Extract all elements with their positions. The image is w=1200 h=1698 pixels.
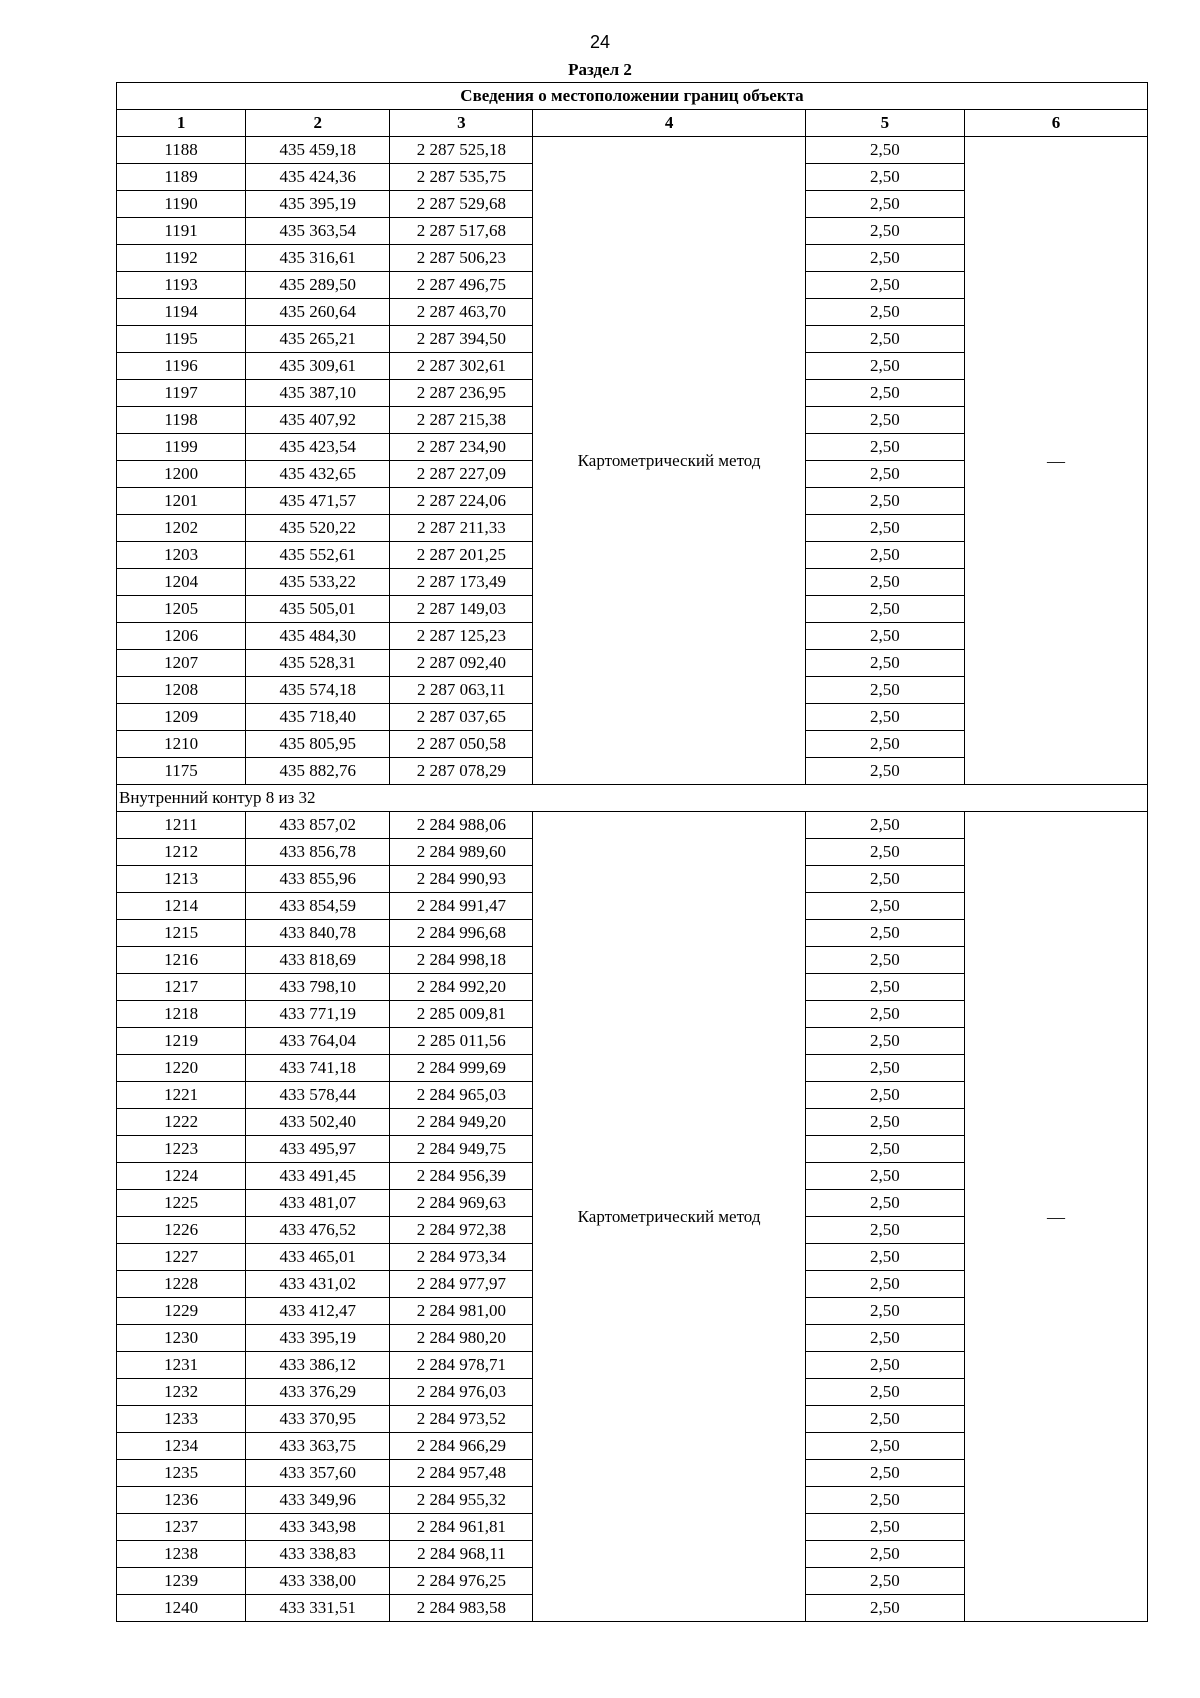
point-number-cell: 1240 <box>117 1595 246 1622</box>
point-number-cell: 1217 <box>117 974 246 1001</box>
x-coordinate-cell: 433 491,45 <box>246 1163 390 1190</box>
accuracy-cell: 2,50 <box>805 812 964 839</box>
x-coordinate-cell: 435 395,19 <box>246 191 390 218</box>
column-header: 2 <box>246 110 390 137</box>
column-6-cell: — <box>964 812 1147 1622</box>
y-coordinate-cell: 2 287 234,90 <box>390 434 533 461</box>
method-cell: Картометрический метод <box>533 137 805 785</box>
y-coordinate-cell: 2 287 037,65 <box>390 704 533 731</box>
y-coordinate-cell: 2 287 535,75 <box>390 164 533 191</box>
accuracy-cell: 2,50 <box>805 191 964 218</box>
accuracy-cell: 2,50 <box>805 542 964 569</box>
section-title: Раздел 2 <box>568 60 632 79</box>
accuracy-cell: 2,50 <box>805 1244 964 1271</box>
x-coordinate-cell: 433 764,04 <box>246 1028 390 1055</box>
point-number-cell: 1226 <box>117 1217 246 1244</box>
accuracy-cell: 2,50 <box>805 272 964 299</box>
accuracy-cell: 2,50 <box>805 1352 964 1379</box>
x-coordinate-cell: 433 386,12 <box>246 1352 390 1379</box>
y-coordinate-cell: 2 287 078,29 <box>390 758 533 785</box>
accuracy-cell: 2,50 <box>805 1028 964 1055</box>
y-coordinate-cell: 2 287 173,49 <box>390 569 533 596</box>
x-coordinate-cell: 433 465,01 <box>246 1244 390 1271</box>
column-header: 6 <box>964 110 1147 137</box>
accuracy-cell: 2,50 <box>805 947 964 974</box>
x-coordinate-cell: 433 431,02 <box>246 1271 390 1298</box>
point-number-cell: 1230 <box>117 1325 246 1352</box>
accuracy-cell: 2,50 <box>805 164 964 191</box>
accuracy-cell: 2,50 <box>805 137 964 164</box>
column-header-row <box>117 110 1148 137</box>
point-number-cell: 1208 <box>117 677 246 704</box>
accuracy-cell: 2,50 <box>805 1487 964 1514</box>
accuracy-cell: 2,50 <box>805 731 964 758</box>
accuracy-cell: 2,50 <box>805 920 964 947</box>
accuracy-cell: 2,50 <box>805 434 964 461</box>
accuracy-cell: 2,50 <box>805 1433 964 1460</box>
accuracy-cell: 2,50 <box>805 1271 964 1298</box>
point-number-cell: 1199 <box>117 434 246 461</box>
accuracy-cell: 2,50 <box>805 839 964 866</box>
y-coordinate-cell: 2 287 394,50 <box>390 326 533 353</box>
accuracy-cell: 2,50 <box>805 1298 964 1325</box>
y-coordinate-cell: 2 284 949,20 <box>390 1109 533 1136</box>
point-number-cell: 1203 <box>117 542 246 569</box>
y-coordinate-cell: 2 284 976,03 <box>390 1379 533 1406</box>
point-number-cell: 1224 <box>117 1163 246 1190</box>
y-coordinate-cell: 2 284 957,48 <box>390 1460 533 1487</box>
point-number-cell: 1238 <box>117 1541 246 1568</box>
point-number-cell: 1235 <box>117 1460 246 1487</box>
point-number-cell: 1198 <box>117 407 246 434</box>
x-coordinate-cell: 435 805,95 <box>246 731 390 758</box>
point-number-cell: 1213 <box>117 866 246 893</box>
x-coordinate-cell: 433 357,60 <box>246 1460 390 1487</box>
point-number-cell: 1222 <box>117 1109 246 1136</box>
y-coordinate-cell: 2 284 998,18 <box>390 947 533 974</box>
point-number-cell: 1188 <box>117 137 246 164</box>
y-coordinate-cell: 2 285 011,56 <box>390 1028 533 1055</box>
accuracy-cell: 2,50 <box>805 1109 964 1136</box>
accuracy-cell: 2,50 <box>805 1136 964 1163</box>
table-caption: Сведения о местоположении границ объекта <box>117 83 1148 110</box>
x-coordinate-cell: 435 265,21 <box>246 326 390 353</box>
accuracy-cell: 2,50 <box>805 1082 964 1109</box>
boundary-table <box>116 82 1148 1622</box>
x-coordinate-cell: 433 338,00 <box>246 1568 390 1595</box>
point-number-cell: 1221 <box>117 1082 246 1109</box>
x-coordinate-cell: 435 520,22 <box>246 515 390 542</box>
x-coordinate-cell: 433 331,51 <box>246 1595 390 1622</box>
accuracy-cell: 2,50 <box>805 893 964 920</box>
y-coordinate-cell: 2 284 966,29 <box>390 1433 533 1460</box>
accuracy-cell: 2,50 <box>805 353 964 380</box>
y-coordinate-cell: 2 287 517,68 <box>390 218 533 245</box>
y-coordinate-cell: 2 287 211,33 <box>390 515 533 542</box>
x-coordinate-cell: 435 316,61 <box>246 245 390 272</box>
point-number-cell: 1195 <box>117 326 246 353</box>
accuracy-cell: 2,50 <box>805 569 964 596</box>
point-number-cell: 1231 <box>117 1352 246 1379</box>
y-coordinate-cell: 2 285 009,81 <box>390 1001 533 1028</box>
y-coordinate-cell: 2 284 999,69 <box>390 1055 533 1082</box>
accuracy-cell: 2,50 <box>805 1595 964 1622</box>
x-coordinate-cell: 435 309,61 <box>246 353 390 380</box>
x-coordinate-cell: 435 424,36 <box>246 164 390 191</box>
accuracy-cell: 2,50 <box>805 380 964 407</box>
x-coordinate-cell: 433 412,47 <box>246 1298 390 1325</box>
point-number-cell: 1225 <box>117 1190 246 1217</box>
x-coordinate-cell: 435 459,18 <box>246 137 390 164</box>
y-coordinate-cell: 2 284 973,52 <box>390 1406 533 1433</box>
y-coordinate-cell: 2 284 989,60 <box>390 839 533 866</box>
accuracy-cell: 2,50 <box>805 1568 964 1595</box>
y-coordinate-cell: 2 284 977,97 <box>390 1271 533 1298</box>
point-number-cell: 1234 <box>117 1433 246 1460</box>
accuracy-cell: 2,50 <box>805 1055 964 1082</box>
point-number-cell: 1219 <box>117 1028 246 1055</box>
point-number-cell: 1205 <box>117 596 246 623</box>
y-coordinate-cell: 2 287 125,23 <box>390 623 533 650</box>
point-number-cell: 1206 <box>117 623 246 650</box>
accuracy-cell: 2,50 <box>805 974 964 1001</box>
x-coordinate-cell: 435 882,76 <box>246 758 390 785</box>
point-number-cell: 1214 <box>117 893 246 920</box>
x-coordinate-cell: 433 741,18 <box>246 1055 390 1082</box>
point-number-cell: 1201 <box>117 488 246 515</box>
page-number: 24 <box>589 32 611 52</box>
contour-label-row <box>117 785 1148 812</box>
y-coordinate-cell: 2 284 983,58 <box>390 1595 533 1622</box>
y-coordinate-cell: 2 287 092,40 <box>390 650 533 677</box>
column-6-cell: — <box>964 137 1147 785</box>
accuracy-cell: 2,50 <box>805 299 964 326</box>
accuracy-cell: 2,50 <box>805 1217 964 1244</box>
y-coordinate-cell: 2 284 969,63 <box>390 1190 533 1217</box>
x-coordinate-cell: 433 370,95 <box>246 1406 390 1433</box>
accuracy-cell: 2,50 <box>805 1163 964 1190</box>
y-coordinate-cell: 2 284 968,11 <box>390 1541 533 1568</box>
y-coordinate-cell: 2 287 496,75 <box>390 272 533 299</box>
point-number-cell: 1216 <box>117 947 246 974</box>
y-coordinate-cell: 2 284 965,03 <box>390 1082 533 1109</box>
y-coordinate-cell: 2 284 990,93 <box>390 866 533 893</box>
accuracy-cell: 2,50 <box>805 515 964 542</box>
point-number-cell: 1191 <box>117 218 246 245</box>
x-coordinate-cell: 433 476,52 <box>246 1217 390 1244</box>
y-coordinate-cell: 2 287 201,25 <box>390 542 533 569</box>
table-body <box>117 137 1148 1622</box>
point-number-cell: 1236 <box>117 1487 246 1514</box>
point-number-cell: 1229 <box>117 1298 246 1325</box>
point-number-cell: 1210 <box>117 731 246 758</box>
x-coordinate-cell: 435 289,50 <box>246 272 390 299</box>
point-number-cell: 1237 <box>117 1514 246 1541</box>
x-coordinate-cell: 433 376,29 <box>246 1379 390 1406</box>
x-coordinate-cell: 435 718,40 <box>246 704 390 731</box>
column-header: 4 <box>533 110 805 137</box>
x-coordinate-cell: 433 855,96 <box>246 866 390 893</box>
y-coordinate-cell: 2 284 961,81 <box>390 1514 533 1541</box>
y-coordinate-cell: 2 287 236,95 <box>390 380 533 407</box>
x-coordinate-cell: 433 840,78 <box>246 920 390 947</box>
x-coordinate-cell: 435 574,18 <box>246 677 390 704</box>
accuracy-cell: 2,50 <box>805 218 964 245</box>
accuracy-cell: 2,50 <box>805 407 964 434</box>
accuracy-cell: 2,50 <box>805 488 964 515</box>
x-coordinate-cell: 435 423,54 <box>246 434 390 461</box>
accuracy-cell: 2,50 <box>805 1460 964 1487</box>
x-coordinate-cell: 433 502,40 <box>246 1109 390 1136</box>
y-coordinate-cell: 2 287 302,61 <box>390 353 533 380</box>
y-coordinate-cell: 2 284 996,68 <box>390 920 533 947</box>
point-number-cell: 1202 <box>117 515 246 542</box>
accuracy-cell: 2,50 <box>805 1325 964 1352</box>
point-number-cell: 1196 <box>117 353 246 380</box>
y-coordinate-cell: 2 287 525,18 <box>390 137 533 164</box>
y-coordinate-cell: 2 284 992,20 <box>390 974 533 1001</box>
table-row <box>117 812 1148 839</box>
method-cell: Картометрический метод <box>533 812 805 1622</box>
point-number-cell: 1189 <box>117 164 246 191</box>
point-number-cell: 1220 <box>117 1055 246 1082</box>
accuracy-cell: 2,50 <box>805 596 964 623</box>
accuracy-cell: 2,50 <box>805 245 964 272</box>
accuracy-cell: 2,50 <box>805 1514 964 1541</box>
x-coordinate-cell: 435 484,30 <box>246 623 390 650</box>
point-number-cell: 1239 <box>117 1568 246 1595</box>
x-coordinate-cell: 433 338,83 <box>246 1541 390 1568</box>
x-coordinate-cell: 433 495,97 <box>246 1136 390 1163</box>
x-coordinate-cell: 435 407,92 <box>246 407 390 434</box>
x-coordinate-cell: 435 363,54 <box>246 218 390 245</box>
table-row <box>117 137 1148 164</box>
point-number-cell: 1218 <box>117 1001 246 1028</box>
point-number-cell: 1175 <box>117 758 246 785</box>
accuracy-cell: 2,50 <box>805 1379 964 1406</box>
y-coordinate-cell: 2 287 050,58 <box>390 731 533 758</box>
accuracy-cell: 2,50 <box>805 326 964 353</box>
point-number-cell: 1207 <box>117 650 246 677</box>
accuracy-cell: 2,50 <box>805 758 964 785</box>
y-coordinate-cell: 2 284 991,47 <box>390 893 533 920</box>
point-number-cell: 1194 <box>117 299 246 326</box>
y-coordinate-cell: 2 287 224,06 <box>390 488 533 515</box>
y-coordinate-cell: 2 284 976,25 <box>390 1568 533 1595</box>
accuracy-cell: 2,50 <box>805 1001 964 1028</box>
column-header: 1 <box>117 110 246 137</box>
point-number-cell: 1200 <box>117 461 246 488</box>
x-coordinate-cell: 435 387,10 <box>246 380 390 407</box>
point-number-cell: 1223 <box>117 1136 246 1163</box>
point-number-cell: 1204 <box>117 569 246 596</box>
x-coordinate-cell: 433 343,98 <box>246 1514 390 1541</box>
y-coordinate-cell: 2 284 972,38 <box>390 1217 533 1244</box>
x-coordinate-cell: 435 505,01 <box>246 596 390 623</box>
y-coordinate-cell: 2 284 956,39 <box>390 1163 533 1190</box>
point-number-cell: 1197 <box>117 380 246 407</box>
x-coordinate-cell: 433 854,59 <box>246 893 390 920</box>
point-number-cell: 1215 <box>117 920 246 947</box>
y-coordinate-cell: 2 287 463,70 <box>390 299 533 326</box>
x-coordinate-cell: 433 395,19 <box>246 1325 390 1352</box>
y-coordinate-cell: 2 287 063,11 <box>390 677 533 704</box>
y-coordinate-cell: 2 287 215,38 <box>390 407 533 434</box>
x-coordinate-cell: 435 528,31 <box>246 650 390 677</box>
accuracy-cell: 2,50 <box>805 461 964 488</box>
point-number-cell: 1232 <box>117 1379 246 1406</box>
accuracy-cell: 2,50 <box>805 1541 964 1568</box>
x-coordinate-cell: 433 856,78 <box>246 839 390 866</box>
point-number-cell: 1193 <box>117 272 246 299</box>
point-number-cell: 1192 <box>117 245 246 272</box>
point-number-cell: 1212 <box>117 839 246 866</box>
x-coordinate-cell: 433 857,02 <box>246 812 390 839</box>
accuracy-cell: 2,50 <box>805 677 964 704</box>
accuracy-cell: 2,50 <box>805 1406 964 1433</box>
point-number-cell: 1190 <box>117 191 246 218</box>
y-coordinate-cell: 2 284 980,20 <box>390 1325 533 1352</box>
point-number-cell: 1228 <box>117 1271 246 1298</box>
point-number-cell: 1209 <box>117 704 246 731</box>
x-coordinate-cell: 433 818,69 <box>246 947 390 974</box>
accuracy-cell: 2,50 <box>805 1190 964 1217</box>
y-coordinate-cell: 2 284 978,71 <box>390 1352 533 1379</box>
x-coordinate-cell: 435 533,22 <box>246 569 390 596</box>
accuracy-cell: 2,50 <box>805 704 964 731</box>
x-coordinate-cell: 433 578,44 <box>246 1082 390 1109</box>
y-coordinate-cell: 2 284 973,34 <box>390 1244 533 1271</box>
x-coordinate-cell: 433 363,75 <box>246 1433 390 1460</box>
y-coordinate-cell: 2 287 529,68 <box>390 191 533 218</box>
x-coordinate-cell: 435 471,57 <box>246 488 390 515</box>
x-coordinate-cell: 435 432,65 <box>246 461 390 488</box>
y-coordinate-cell: 2 284 988,06 <box>390 812 533 839</box>
y-coordinate-cell: 2 284 981,00 <box>390 1298 533 1325</box>
accuracy-cell: 2,50 <box>805 650 964 677</box>
x-coordinate-cell: 435 552,61 <box>246 542 390 569</box>
y-coordinate-cell: 2 284 949,75 <box>390 1136 533 1163</box>
x-coordinate-cell: 433 798,10 <box>246 974 390 1001</box>
x-coordinate-cell: 433 349,96 <box>246 1487 390 1514</box>
y-coordinate-cell: 2 284 955,32 <box>390 1487 533 1514</box>
column-header: 3 <box>390 110 533 137</box>
column-header: 5 <box>805 110 964 137</box>
accuracy-cell: 2,50 <box>805 866 964 893</box>
y-coordinate-cell: 2 287 227,09 <box>390 461 533 488</box>
accuracy-cell: 2,50 <box>805 623 964 650</box>
y-coordinate-cell: 2 287 506,23 <box>390 245 533 272</box>
y-coordinate-cell: 2 287 149,03 <box>390 596 533 623</box>
x-coordinate-cell: 435 260,64 <box>246 299 390 326</box>
contour-label: Внутренний контур 8 из 32 <box>117 785 1148 812</box>
point-number-cell: 1233 <box>117 1406 246 1433</box>
point-number-cell: 1211 <box>117 812 246 839</box>
x-coordinate-cell: 433 771,19 <box>246 1001 390 1028</box>
x-coordinate-cell: 433 481,07 <box>246 1190 390 1217</box>
point-number-cell: 1227 <box>117 1244 246 1271</box>
